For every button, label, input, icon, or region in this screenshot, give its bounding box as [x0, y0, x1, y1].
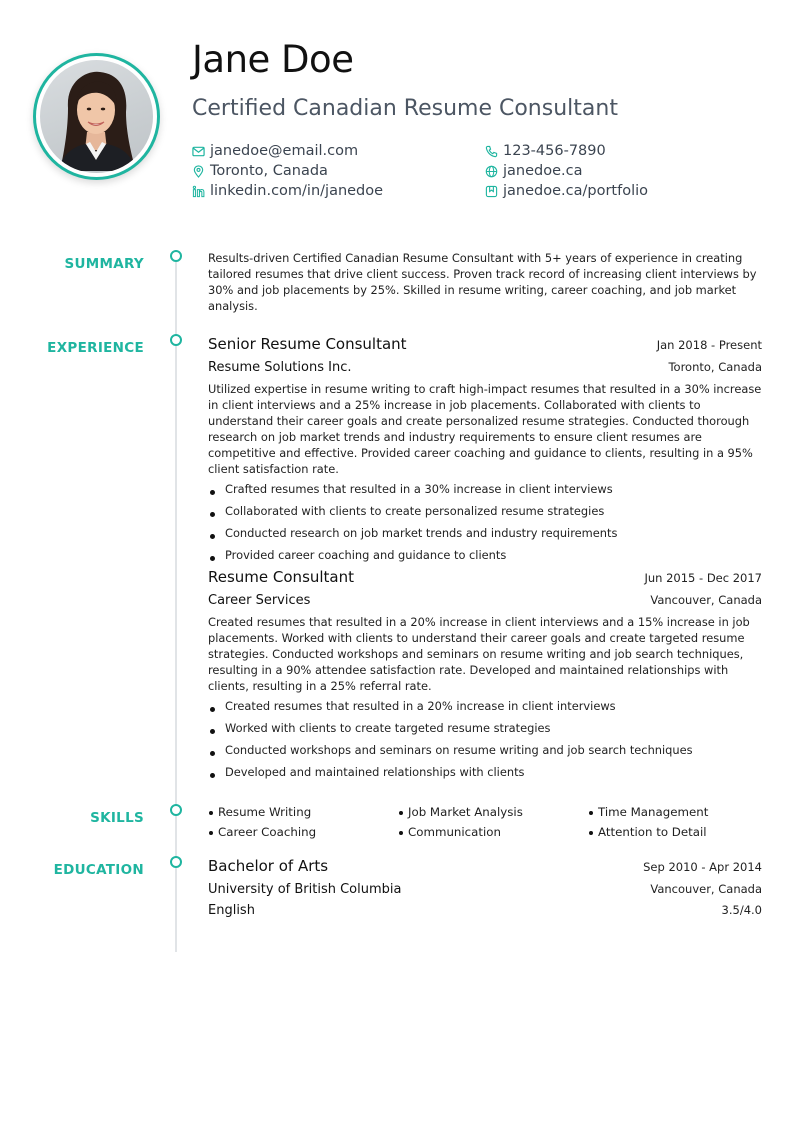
- job-title: Resume Consultant: [208, 568, 355, 586]
- contact-location: [192, 163, 328, 179]
- avatar: [40, 60, 153, 173]
- list-item: Conducted workshops and seminars on resume writing and job search techniques: [208, 742, 762, 764]
- summary-text: Results-driven Certified Canadian Resume Consultant with 5+ years of experience in creating tailored resumes that drive client success. Proven track record of increasing client interviews by 30% and job placements by 25%. Skilled in resume writing, career coaching, and job market analysis.: [208, 251, 757, 313]
- timeline-dot-education: [170, 856, 182, 868]
- list-item: Crafted resumes that resulted in a 30% increase in client interviews: [208, 481, 762, 503]
- list-item: Conducted research on job market trends and industry requirements: [208, 525, 762, 547]
- contact-portfolio-text: janedoe.ca/portfolio: [503, 183, 648, 199]
- education-dates: Sep 2010 - Apr 2014: [643, 860, 762, 874]
- contact-linkedin-text: linkedin.com/in/janedoe: [210, 183, 384, 199]
- school-location: Vancouver, Canada: [650, 882, 762, 896]
- timeline-dot-experience: [170, 334, 182, 346]
- contact-portfolio[interactable]: [485, 183, 648, 199]
- skill-item: Career Coaching: [208, 824, 398, 840]
- section-heading-experience: EXPERIENCE: [47, 340, 144, 356]
- contact-email-text: janedoe@email.com: [210, 143, 359, 159]
- company-name: Career Services: [208, 593, 311, 608]
- job-title: Senior Resume Consultant: [208, 335, 407, 353]
- list-item: Collaborated with clients to create personalized resume strategies: [208, 503, 762, 525]
- experience-item: [208, 568, 762, 786]
- job-highlights: [208, 698, 762, 786]
- company-name: Resume Solutions Inc.: [208, 360, 352, 375]
- summary-section: [208, 250, 762, 314]
- portfolio-icon: [485, 185, 498, 198]
- school-name: University of British Columbia: [208, 882, 402, 897]
- skill-item: Communication: [398, 824, 588, 840]
- timeline-line: [175, 262, 177, 952]
- mail-icon: [192, 145, 205, 158]
- skill-item: Resume Writing: [208, 804, 398, 820]
- gpa: 3.5/4.0: [721, 903, 762, 917]
- location-icon: [192, 165, 205, 178]
- section-heading-education: EDUCATION: [53, 862, 144, 878]
- section-heading-skills: SKILLS: [90, 810, 144, 826]
- job-highlights: [208, 481, 762, 569]
- contact-phone[interactable]: [485, 143, 606, 159]
- job-description: Created resumes that resulted in a 20% increase in client interviews and a 15% increase in job placements. Worked with clients to understand their career goals and create targeted resume strategies. Conducted workshops and seminars on resume writing and job search techniques, resulting in a 90% attendee satisfaction rate. Developed and maintained relationships with clients, resulting in a 25% referral rate.: [208, 615, 750, 693]
- education-item: [208, 857, 762, 925]
- list-item: Worked with clients to create targeted resume strategies: [208, 720, 762, 742]
- experience-item: [208, 335, 762, 569]
- skill-item: Attention to Detail: [588, 824, 762, 840]
- phone-icon: [485, 145, 498, 158]
- skills-grid: [208, 804, 762, 840]
- contact-linkedin[interactable]: [192, 183, 383, 199]
- job-dates: Jan 2018 - Present: [656, 338, 762, 352]
- timeline-dot-summary: [170, 250, 182, 262]
- skills-section: [208, 804, 762, 840]
- job-description: Utilized expertise in resume writing to craft high-impact resumes that resulted in a 30% increase in client interviews and a 25% increase in job placements. Collaborated with clients to understand their career goals and create personalized resume strategies. Conducted thorough research on job market trends and industry requirements to ensure client resumes are competitive and effective. Provided career coaching and guidance to clients, resulting in a 95% client satisfaction rate.: [208, 382, 762, 476]
- list-item: Developed and maintained relationships with clients: [208, 764, 762, 786]
- timeline-dot-skills: [170, 804, 182, 816]
- list-item: Provided career coaching and guidance to clients: [208, 547, 762, 569]
- profile-photo-frame: [33, 53, 160, 180]
- candidate-name: Jane Doe: [192, 38, 354, 81]
- section-heading-summary: SUMMARY: [64, 256, 144, 272]
- job-location: Toronto, Canada: [668, 360, 762, 374]
- contact-website-text: janedoe.ca: [503, 163, 583, 179]
- linkedin-icon: [192, 185, 205, 198]
- contact-email[interactable]: [192, 143, 358, 159]
- list-item: Created resumes that resulted in a 20% increase in client interviews: [208, 698, 762, 720]
- skill-item: Job Market Analysis: [398, 804, 588, 820]
- avatar-icon: [40, 60, 151, 171]
- globe-icon: [485, 165, 498, 178]
- contact-website[interactable]: [485, 163, 583, 179]
- job-location: Vancouver, Canada: [650, 593, 762, 607]
- contact-location-text: Toronto, Canada: [210, 163, 328, 179]
- skill-item: Time Management: [588, 804, 762, 820]
- field-of-study: English: [208, 903, 255, 918]
- contact-phone-text: 123-456-7890: [503, 143, 606, 159]
- candidate-headline: Certified Canadian Resume Consultant: [192, 96, 618, 121]
- job-dates: Jun 2015 - Dec 2017: [644, 571, 762, 585]
- degree-title: Bachelor of Arts: [208, 857, 329, 875]
